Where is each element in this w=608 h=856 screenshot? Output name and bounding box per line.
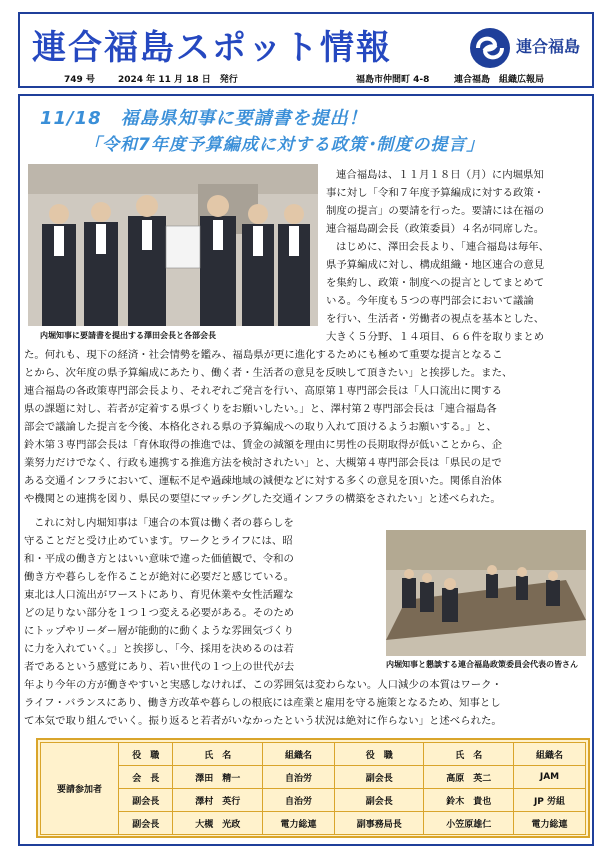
article-line: 連合福島副会長（政策委員）４名が同席した。 [326, 223, 545, 235]
address: 福島市仲間町 4-8 [356, 75, 430, 85]
article-line: どの足りない部分を１つ１つ変える必要がある。そのため [24, 607, 295, 619]
table-cell: 副会長 [119, 789, 173, 812]
table-cell: 副会長 [334, 789, 424, 812]
article-line: 業努力だけでなく、行政も連携する推進方法を検討されたい」と、大槻第４専門部会長は「県民の足で [24, 457, 502, 469]
issue-number: 749 号 [64, 75, 95, 85]
photo-caption-submission: 内堀知事に要請書を提出する澤田会長と各部会長 [40, 331, 216, 340]
table-cell: 副事務局長 [334, 812, 424, 835]
table-row [41, 743, 586, 766]
table-cell: 電力総連 [513, 812, 585, 835]
article-line: 県予算編成に対し、構成組織・地区連合の意見 [326, 259, 545, 271]
photo-submission [28, 164, 318, 326]
table-header-cell: 氏 名 [424, 743, 514, 766]
article-line: これに対し内堀知事は「連合の本質は働く者の暮らしを [34, 517, 294, 529]
table-cell: 自治労 [262, 766, 334, 789]
article-line: を行い、生活者・労働者の視点を基本とした、 [326, 313, 545, 325]
table-row [41, 766, 586, 789]
participants-label: 要請参加者 [41, 743, 119, 835]
article-line: 部会で議論した提言を今後、本格化される県の予算編成への取り入れて頂けるようお願いする。」と、 [24, 421, 497, 433]
table-header-cell: 組織名 [513, 743, 585, 766]
table-header-cell: 役 職 [334, 743, 424, 766]
table-cell: JP 労組 [513, 789, 585, 812]
publisher: 連合福島 組織広報局 [454, 75, 545, 85]
table-header-cell: 組織名 [262, 743, 334, 766]
newsletter-title: 連合福島スポット情報 [32, 28, 392, 68]
photo-caption-meeting: 内堀知事と懇談する連合福島政策委員会代表の皆さん [386, 660, 578, 669]
issue-info-bar [24, 70, 590, 86]
article-line: ある交通インフラにおいて、運転不足や過疎地域の減便などに対する多くの意見を頂いた。関係自治体 [24, 475, 502, 487]
article-line: 連合福島は、１１月１８日（月）に内堀県知 [336, 169, 544, 181]
table-cell: 大槻 光政 [173, 812, 263, 835]
table-cell: JAM [513, 766, 585, 789]
article-line: 大きく５分野、１４項目、６６件を取りまとめ [326, 331, 545, 343]
table-cell: 澤村 英行 [173, 789, 263, 812]
table-header-cell: 役 職 [119, 743, 173, 766]
article-line: 事に対し「令和７年度予算編成に対する政策・ [326, 187, 545, 199]
article-line: にトップやリーダー層が能動的に動くような雰囲気づくり [24, 625, 294, 637]
article-line: いる。今年度も５つの専門部会において議論 [326, 295, 534, 307]
logo-text: 連合福島 [516, 37, 581, 56]
article-line: はじめに、澤田会長より、｢連合福島は毎年、 [336, 241, 550, 253]
newsletter-header [18, 12, 594, 88]
article-line: 制度の提言」の要請を行った。要請には在福の [326, 205, 545, 217]
headline-main: 11/18 福島県知事に要請書を提出！ [40, 108, 368, 129]
table-cell: 副会長 [334, 766, 424, 789]
table-header-cell: 氏 名 [173, 743, 263, 766]
table-cell: 小笠原雄仁 [424, 812, 514, 835]
article-line: 県の課題に対し、若者が定着する県づくりをお願いしたい。」と、澤村第２専門部会長は「連合福島各 [24, 403, 497, 415]
table-row [41, 812, 586, 835]
table-cell: 自治労 [262, 789, 334, 812]
article-line: や機関との連携を図り、県民の要望にマッチングした交通インフラの構築をされたい」と述べられた。 [24, 493, 501, 505]
table-cell: 電力総連 [262, 812, 334, 835]
article-line: 和・平成の働き方とはいい意味で違った価値観で、令和の [24, 553, 294, 565]
participants-table [40, 742, 586, 835]
table-row [41, 789, 586, 812]
article-line: を集約し、政策・制度への提言としてまとめて [326, 277, 545, 289]
article-line: て本気で取り組んでいく。振り返ると若者がいなかったという状況は絶対に作らない」と述べられた。 [24, 715, 502, 727]
article-line: とから、次年度の県予算編成にあたり、働く者・生活者の意見を反映して頂きたい」と挨拶した。また、 [24, 367, 513, 379]
article-line: 鈴木第３専門部会長は「育休取得の推進では、賃金の減額を理由に男性の長期取得が低いことから、企 [24, 439, 502, 451]
table-cell: 澤田 精一 [173, 766, 263, 789]
article-line: 東北は人口流出がワーストにあり、育児休業や女性活躍な [24, 589, 294, 601]
headline-sub: 「令和7年度予算編成に対する政策･制度の提言」 [84, 135, 485, 155]
article-line: 守ることだと受け止めています。ワークとライフには、昭 [24, 535, 293, 547]
table-cell: 会 長 [119, 766, 173, 789]
article-line: た。何れも、現下の経済・社会情勢を鑑み、福島県が更に進化するためにも極めて重要な提言となるこ [24, 349, 503, 361]
article-line: 働き方や暮らしを作ることが絶対に必要だと感じている。 [24, 571, 295, 583]
photo-meeting [386, 530, 586, 656]
issue-date: 2024 年 11 月 18 日 発行 [118, 75, 238, 85]
article-line: 年より今年の方が働きやすいと実感しなければ、この雰囲気は変わらない。人口減少の本質はワーク・ [24, 679, 502, 691]
table-cell: 高原 英二 [424, 766, 514, 789]
article-line: 連合福島の各政策専門部会長より、それぞれご発言を行い、高原第１専門部会長は「人口流出に関する [24, 385, 502, 397]
article-line: ライフ・バランスにあり、働き方改革や暮らしの根底には産業と雇用を守る施策となるため、知事とし [24, 697, 501, 709]
article-line: 者であるという感覚にあり、若い世代の１つ上の世代が去 [24, 661, 295, 673]
table-cell: 副会長 [119, 812, 173, 835]
rengo-logo-icon [468, 26, 512, 70]
table-cell: 鈴木 貴也 [424, 789, 514, 812]
article-line: に力を入れていく。」と挨拶し、「今、採用を決めるのは若 [24, 643, 294, 655]
